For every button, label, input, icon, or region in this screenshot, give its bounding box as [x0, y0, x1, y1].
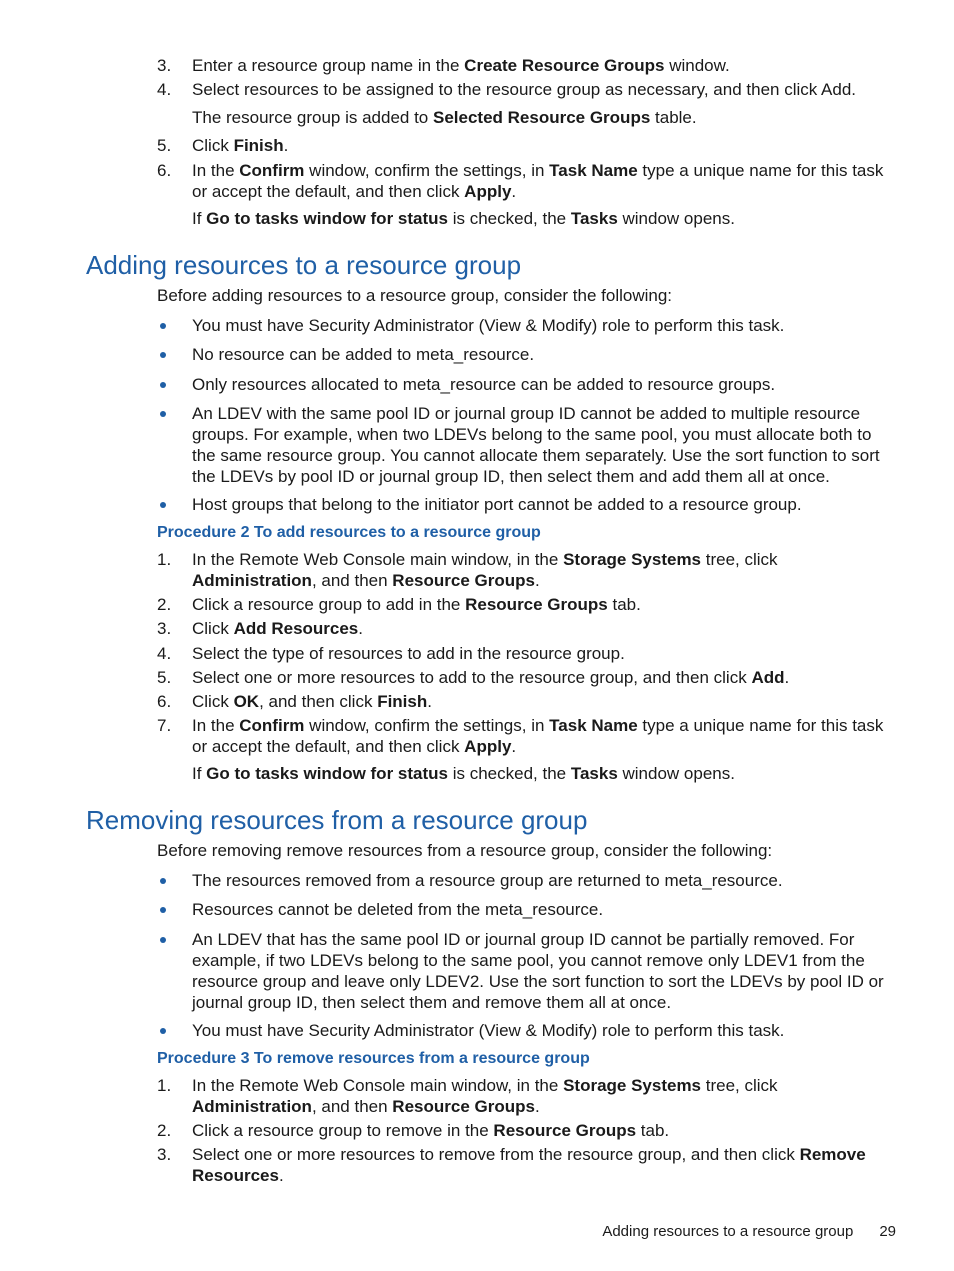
step-number: 5. — [157, 668, 172, 687]
bold-term: Resource Groups — [465, 595, 608, 614]
bold-term: Confirm — [239, 716, 305, 735]
bold-term: Create Resource Groups — [464, 56, 665, 75]
step-result: The resource group is added to Selected Resource Groups table. — [192, 108, 697, 127]
step-text: In the Confirm window, confirm the settings, in Task Name type a unique name for this task or accept the default, and then click Apply. — [192, 161, 884, 201]
step-text: Click Add Resources. — [192, 619, 363, 638]
step-text: Click Finish. — [192, 136, 289, 155]
bullet-item: An LDEV with the same pool ID or journal group ID cannot be added to multiple resource groups. For example, when two LDEVs belong to the same pool, you must allocate both to the same resource group. You cannot allocate them separately. Use the sort function to sort the LDEVs by pool ID or journal group ID, then select them and add them all at once. — [192, 404, 880, 486]
bold-term: Resource Groups — [392, 571, 535, 590]
bullet-icon — [160, 494, 170, 504]
step-text: In the Confirm window, confirm the settings, in Task Name type a unique name for this task or accept the default, and then click Apply. — [192, 716, 884, 756]
step-result: If Go to tasks window for status is checked, the Tasks window opens. — [192, 764, 735, 783]
bold-term: Go to tasks window for status — [206, 209, 448, 228]
step-number: 7. — [157, 716, 172, 735]
bold-term: Apply — [464, 182, 512, 201]
page-footer — [602, 1222, 896, 1242]
step-text: Click a resource group to remove in the Resource Groups tab. — [192, 1121, 670, 1140]
step-text: Select one or more resources to remove from the resource group, and then click Remove Resources. — [192, 1145, 866, 1185]
bold-term: Storage Systems — [563, 550, 702, 569]
step-number: 1. — [157, 550, 172, 569]
bold-term: Administration — [192, 571, 312, 590]
step-number: 3. — [157, 56, 172, 75]
bold-term: Go to tasks window for status — [206, 764, 448, 783]
bullet-icon — [160, 1020, 170, 1030]
step-number: 4. — [157, 644, 172, 663]
step-text: Click OK, and then click Finish. — [192, 692, 432, 711]
bold-term: Add Resources — [233, 619, 359, 638]
bold-term: Finish — [377, 692, 428, 711]
bullet-icon — [160, 929, 170, 939]
bullet-item: You must have Security Administrator (View & Modify) role to perform this task. — [192, 316, 785, 335]
bullet-item: Host groups that belong to the initiator port cannot be added to a resource group. — [192, 495, 802, 514]
bullet-icon — [160, 374, 170, 384]
bullet-item: You must have Security Administrator (View & Modify) role to perform this task. — [192, 1021, 785, 1040]
bold-term: OK — [233, 692, 260, 711]
bold-term: Resource Groups — [392, 1097, 535, 1116]
bold-term: Add — [751, 668, 785, 687]
bold-term: Finish — [233, 136, 284, 155]
section-heading-removing: Removing resources from a resource group — [86, 805, 588, 835]
step-text: Select resources to be assigned to the resource group as necessary, and then click Add. — [192, 80, 857, 99]
bold-term: Apply — [464, 737, 512, 756]
bullet-item: Only resources allocated to meta_resource can be added to resource groups. — [192, 375, 776, 394]
step-number: 2. — [157, 1121, 172, 1140]
bold-term: Storage Systems — [563, 1076, 702, 1095]
step-result: If Go to tasks window for status is checked, the Tasks window opens. — [192, 209, 735, 228]
bullet-icon — [160, 403, 170, 413]
bold-term: Tasks — [570, 764, 618, 783]
step-text: Select the type of resources to add in the resource group. — [192, 644, 625, 663]
bullet-icon — [160, 899, 170, 909]
bullet-icon — [160, 344, 170, 354]
step-number: 1. — [157, 1076, 172, 1095]
step-text: Select one or more resources to add to the resource group, and then click Add. — [192, 668, 790, 687]
bullet-item: No resource can be added to meta_resource. — [192, 345, 535, 364]
section-heading-adding: Adding resources to a resource group — [86, 250, 522, 280]
step-number: 3. — [157, 1145, 172, 1164]
step-number: 3. — [157, 619, 172, 638]
footer-running-title: Adding resources to a resource group — [602, 1223, 854, 1240]
step-number: 2. — [157, 595, 172, 614]
bold-term: Administration — [192, 1097, 312, 1116]
procedure-title-add: Procedure 2 To add resources to a resource group — [157, 524, 541, 541]
bold-term: Task Name — [549, 716, 638, 735]
procedure-title-remove: Procedure 3 To remove resources from a resource group — [157, 1050, 590, 1067]
step-text: In the Remote Web Console main window, in the Storage Systems tree, click Administration, and then Resource Groups. — [192, 1076, 778, 1116]
section-intro-removing: Before removing remove resources from a resource group, consider the following: — [157, 841, 773, 860]
bold-term: Tasks — [570, 209, 618, 228]
bullet-icon — [160, 870, 170, 880]
bold-term: Selected Resource Groups — [432, 108, 651, 127]
step-text: Enter a resource group name in the Create Resource Groups window. — [192, 56, 730, 75]
bullet-item: Resources cannot be deleted from the meta_resource. — [192, 900, 604, 919]
page-number: 29 — [879, 1223, 896, 1240]
step-number: 4. — [157, 80, 172, 99]
bold-term: Remove Resources — [192, 1145, 866, 1185]
bold-term: Task Name — [549, 161, 638, 180]
step-text: In the Remote Web Console main window, in the Storage Systems tree, click Administration, and then Resource Groups. — [192, 550, 778, 590]
step-text: Click a resource group to add in the Resource Groups tab. — [192, 595, 641, 614]
bullet-icon — [160, 315, 170, 325]
step-number: 6. — [157, 161, 172, 180]
step-number: 5. — [157, 136, 172, 155]
bold-term: Confirm — [239, 161, 305, 180]
bullet-item: An LDEV that has the same pool ID or journal group ID cannot be partially removed. For example, if two LDEVs belong to the same pool, you cannot remove only LDEV1 from the resource group and leave only LDEV2. Use the sort function to sort the LDEVs by pool ID or journal group ID, then select them and remove them all at once. — [192, 930, 884, 1012]
section-intro-adding: Before adding resources to a resource group, consider the following: — [157, 286, 673, 305]
bullet-item: The resources removed from a resource group are returned to meta_resource. — [192, 871, 783, 890]
bold-term: Resource Groups — [493, 1121, 637, 1140]
step-number: 6. — [157, 692, 172, 711]
